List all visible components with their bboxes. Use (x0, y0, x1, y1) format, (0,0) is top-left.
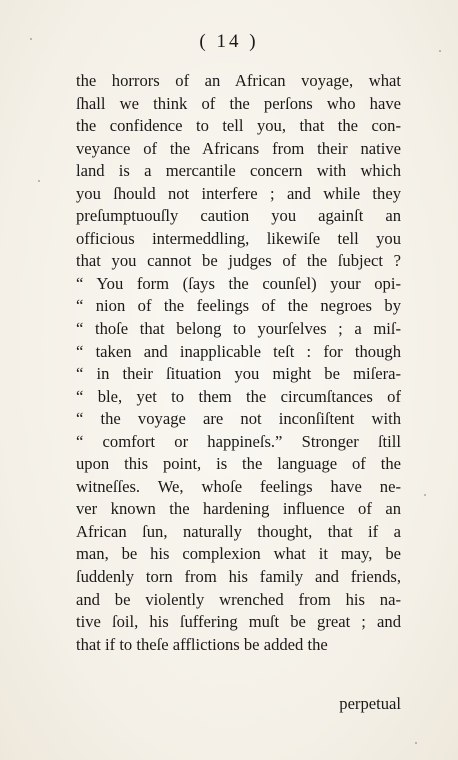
text-line: you ſhould not interfere ; and while they (76, 183, 401, 203)
text-line: land is a mercantile concern with which (76, 161, 401, 181)
paper-speck (415, 742, 417, 744)
text-line: “ in their ſituation you might be miſera- (76, 364, 401, 384)
catchword: perpetual (339, 694, 401, 713)
text-line: “ thoſe that belong to yourſelves ; a miſ- (76, 319, 401, 339)
text-line: officious intermeddling, likewiſe tell you (76, 228, 401, 248)
body-text (76, 70, 401, 656)
text-line: “ taken and inapplicable teſt : for though (76, 341, 401, 361)
text-line: African ſun, naturally thought, that if a (76, 521, 401, 541)
paper-speck (424, 494, 426, 496)
text-line: “ comfort or happineſs.” Stronger ſtill (76, 431, 401, 451)
text-line: the horrors of an African voyage, what (76, 71, 401, 90)
paper-speck (38, 180, 40, 182)
text-line: “ the voyage are not inconſiſtent with (76, 409, 401, 429)
text-line: upon this point, is the language of the (76, 454, 401, 474)
text-line: preſumptuouſly caution you againſt an (76, 206, 401, 226)
paper-speck (439, 50, 441, 52)
text-line: “ nion of the feelings of the negroes by (76, 296, 401, 316)
text-line: ſuddenly torn from his family and friends, (76, 567, 401, 587)
text-line: the confidence to tell you, that the con- (76, 116, 401, 136)
text-line: and be violently wrenched from his na- (76, 589, 401, 609)
page-number: ( 14 ) (199, 31, 259, 52)
text-line: tive ſoil, his ſuffering muſt be great ; and (76, 612, 401, 632)
text-line: “ You form (ſays the counſel) your opi- (76, 273, 401, 293)
text-line: that if to theſe afflictions be added the (76, 634, 328, 654)
text-line: ſhall we think of the perſons who have (76, 93, 401, 113)
text-line: ver known the hardening influence of an (76, 499, 401, 519)
paper-speck (30, 38, 32, 40)
text-line: man, be his complexion what it may, be (76, 544, 401, 564)
text-line: witneſſes. We, whoſe feelings have ne- (76, 476, 401, 496)
text-line: veyance of the Africans from their native (76, 138, 401, 158)
text-line: that you cannot be judges of the ſubject ? (76, 251, 401, 271)
text-line: “ ble, yet to them the circumſtances of (76, 386, 401, 406)
